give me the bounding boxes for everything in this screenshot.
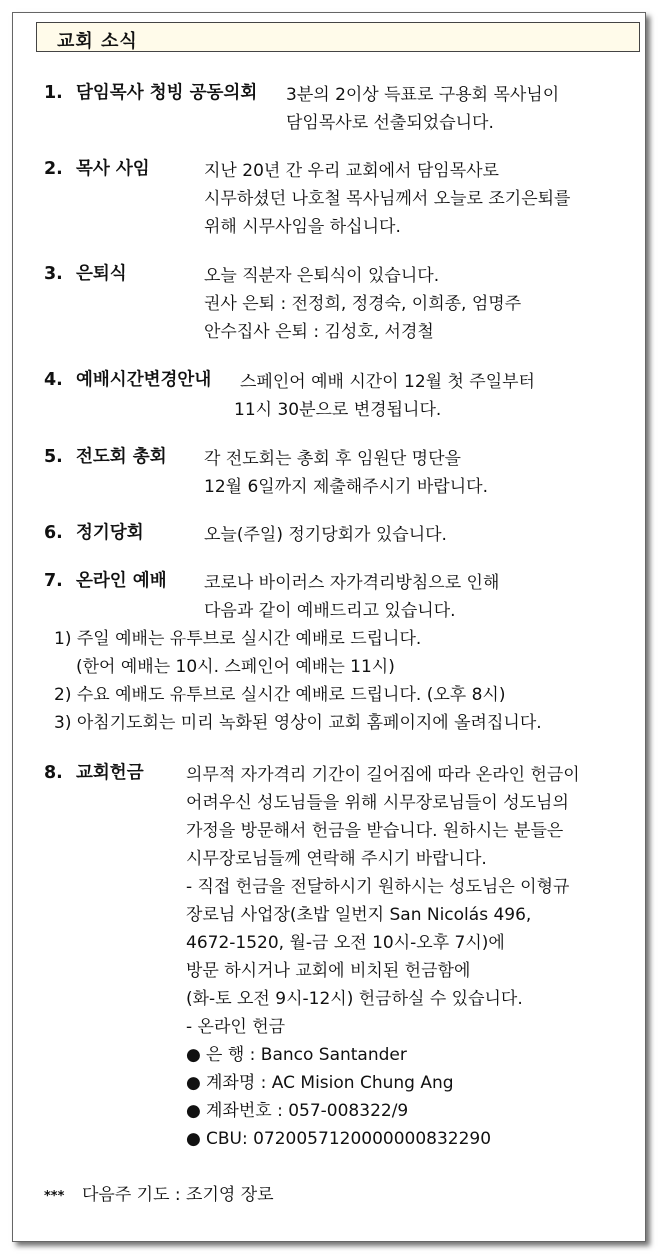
item-1-line-2: 담임목사로 선출되었습니다. (286, 113, 494, 133)
account-number-line: 계좌번호 : 057-008322/9 (206, 1101, 409, 1121)
item-4-number: 4. (44, 370, 63, 390)
item-8-line-3: 가정을 방문해서 헌금을 받습니다. 원하시는 분들은 (186, 821, 564, 841)
item-5-line-1: 각 전도회는 총회 후 임원단 명단을 (204, 449, 461, 469)
item-6-line-1: 오늘(주일) 정기당회가 있습니다. (204, 525, 447, 545)
item-7-title: 온라인 예배 (76, 571, 167, 591)
item-3-number: 3. (44, 264, 63, 284)
item-7-sub-4: 3) 아침기도회는 미리 녹화된 영상이 교회 홈페이지에 올려집니다. (54, 713, 542, 733)
item-3-line-3: 안수집사 은퇴 : 김성호, 서경철 (204, 322, 434, 342)
item-7-sub-1: 1) 주일 예배는 유투브로 실시간 예배로 드립니다. (54, 629, 422, 649)
section-header (36, 22, 640, 52)
item-1-line-1: 3분의 2이상 득표로 구용회 목사님이 (286, 85, 560, 105)
item-8-line-8: 방문 하시거나 교회에 비치된 헌금함에 (186, 961, 471, 981)
item-1-number: 1. (44, 83, 63, 103)
bullet-icon: ● (186, 1073, 201, 1093)
item-2-title: 목사 사임 (76, 159, 150, 179)
item-7-number: 7. (44, 571, 63, 591)
item-5-number: 5. (44, 447, 63, 467)
item-8-line-5: - 직접 헌금을 전달하시기 원하시는 성도님은 이형규 (186, 877, 570, 897)
item-1-title: 담임목사 청빙 공동의회 (76, 83, 258, 103)
item-8-line-9: (화-토 오전 9시-12시) 헌금하실 수 있습니다. (186, 989, 523, 1009)
item-8-title: 교회헌금 (76, 763, 144, 783)
item-5-title: 전도회 총회 (76, 447, 167, 467)
footer-prayer: 다음주 기도 : 조기영 장로 (82, 1185, 274, 1205)
item-2-line-3: 위해 시무사임을 하십니다. (204, 217, 401, 237)
item-6-title: 정기당회 (76, 523, 144, 543)
item-3-title: 은퇴식 (76, 264, 127, 284)
item-4-line-1: 스페인어 예배 시간이 12월 첫 주일부터 (240, 372, 535, 392)
item-8-line-7: 4672-1520, 월-금 오전 10시-오후 7시)에 (186, 933, 505, 953)
item-4-line-2: 11시 30분으로 변경됩니다. (234, 400, 442, 420)
item-2-line-1: 지난 20년 간 우리 교회에서 담임목사로 (204, 161, 499, 181)
footer-stars: *** (44, 1189, 65, 1204)
item-7-line-2: 다음과 같이 예배드리고 있습니다. (204, 601, 456, 621)
item-3-line-2: 권사 은퇴 : 전정희, 정경숙, 이희종, 엄명주 (204, 294, 522, 314)
item-7-sub-2: (한어 예배는 10시. 스페인어 예배는 11시) (76, 657, 395, 677)
item-8-number: 8. (44, 763, 63, 783)
item-3-line-1: 오늘 직분자 은퇴식이 있습니다. (204, 266, 440, 286)
bullet-icon: ● (186, 1045, 201, 1065)
item-8-line-2: 어려우신 성도님들을 위해 시무장로님들이 성도님의 (186, 793, 569, 813)
bank-line: 은 행 : Banco Santander (206, 1045, 407, 1065)
item-8-line-6: 장로님 사업장(초밥 일번지 San Nicolás 496, (186, 905, 532, 925)
account-name-line: 계좌명 : AC Mision Chung Ang (206, 1073, 454, 1093)
item-8-line-4: 시무장로님들께 연락해 주시기 바랍니다. (186, 849, 487, 869)
section-title: 교회 소식 (57, 31, 138, 52)
item-5-line-2: 12월 6일까지 제출해주시기 바랍니다. (204, 477, 488, 497)
item-7-sub-3: 2) 수요 예배도 유투브로 실시간 예배로 드립니다. (오후 8시) (54, 685, 506, 705)
item-8-line-1: 의무적 자가격리 기간이 길어짐에 따라 온라인 헌금이 (186, 765, 580, 785)
item-4-title: 예배시간변경안내 (76, 370, 212, 390)
bullet-icon: ● (186, 1101, 201, 1121)
bullet-icon: ● (186, 1129, 201, 1149)
item-2-line-2: 시무하셨던 나호철 목사님께서 오늘로 조기은퇴를 (204, 189, 571, 209)
item-2-number: 2. (44, 159, 63, 179)
cbu-line: CBU: 0720057120000000832290 (206, 1129, 492, 1149)
item-7-line-1: 코로나 바이러스 자가격리방침으로 인해 (204, 573, 500, 593)
item-6-number: 6. (44, 523, 63, 543)
item-8-line-10: - 온라인 헌금 (186, 1017, 286, 1037)
